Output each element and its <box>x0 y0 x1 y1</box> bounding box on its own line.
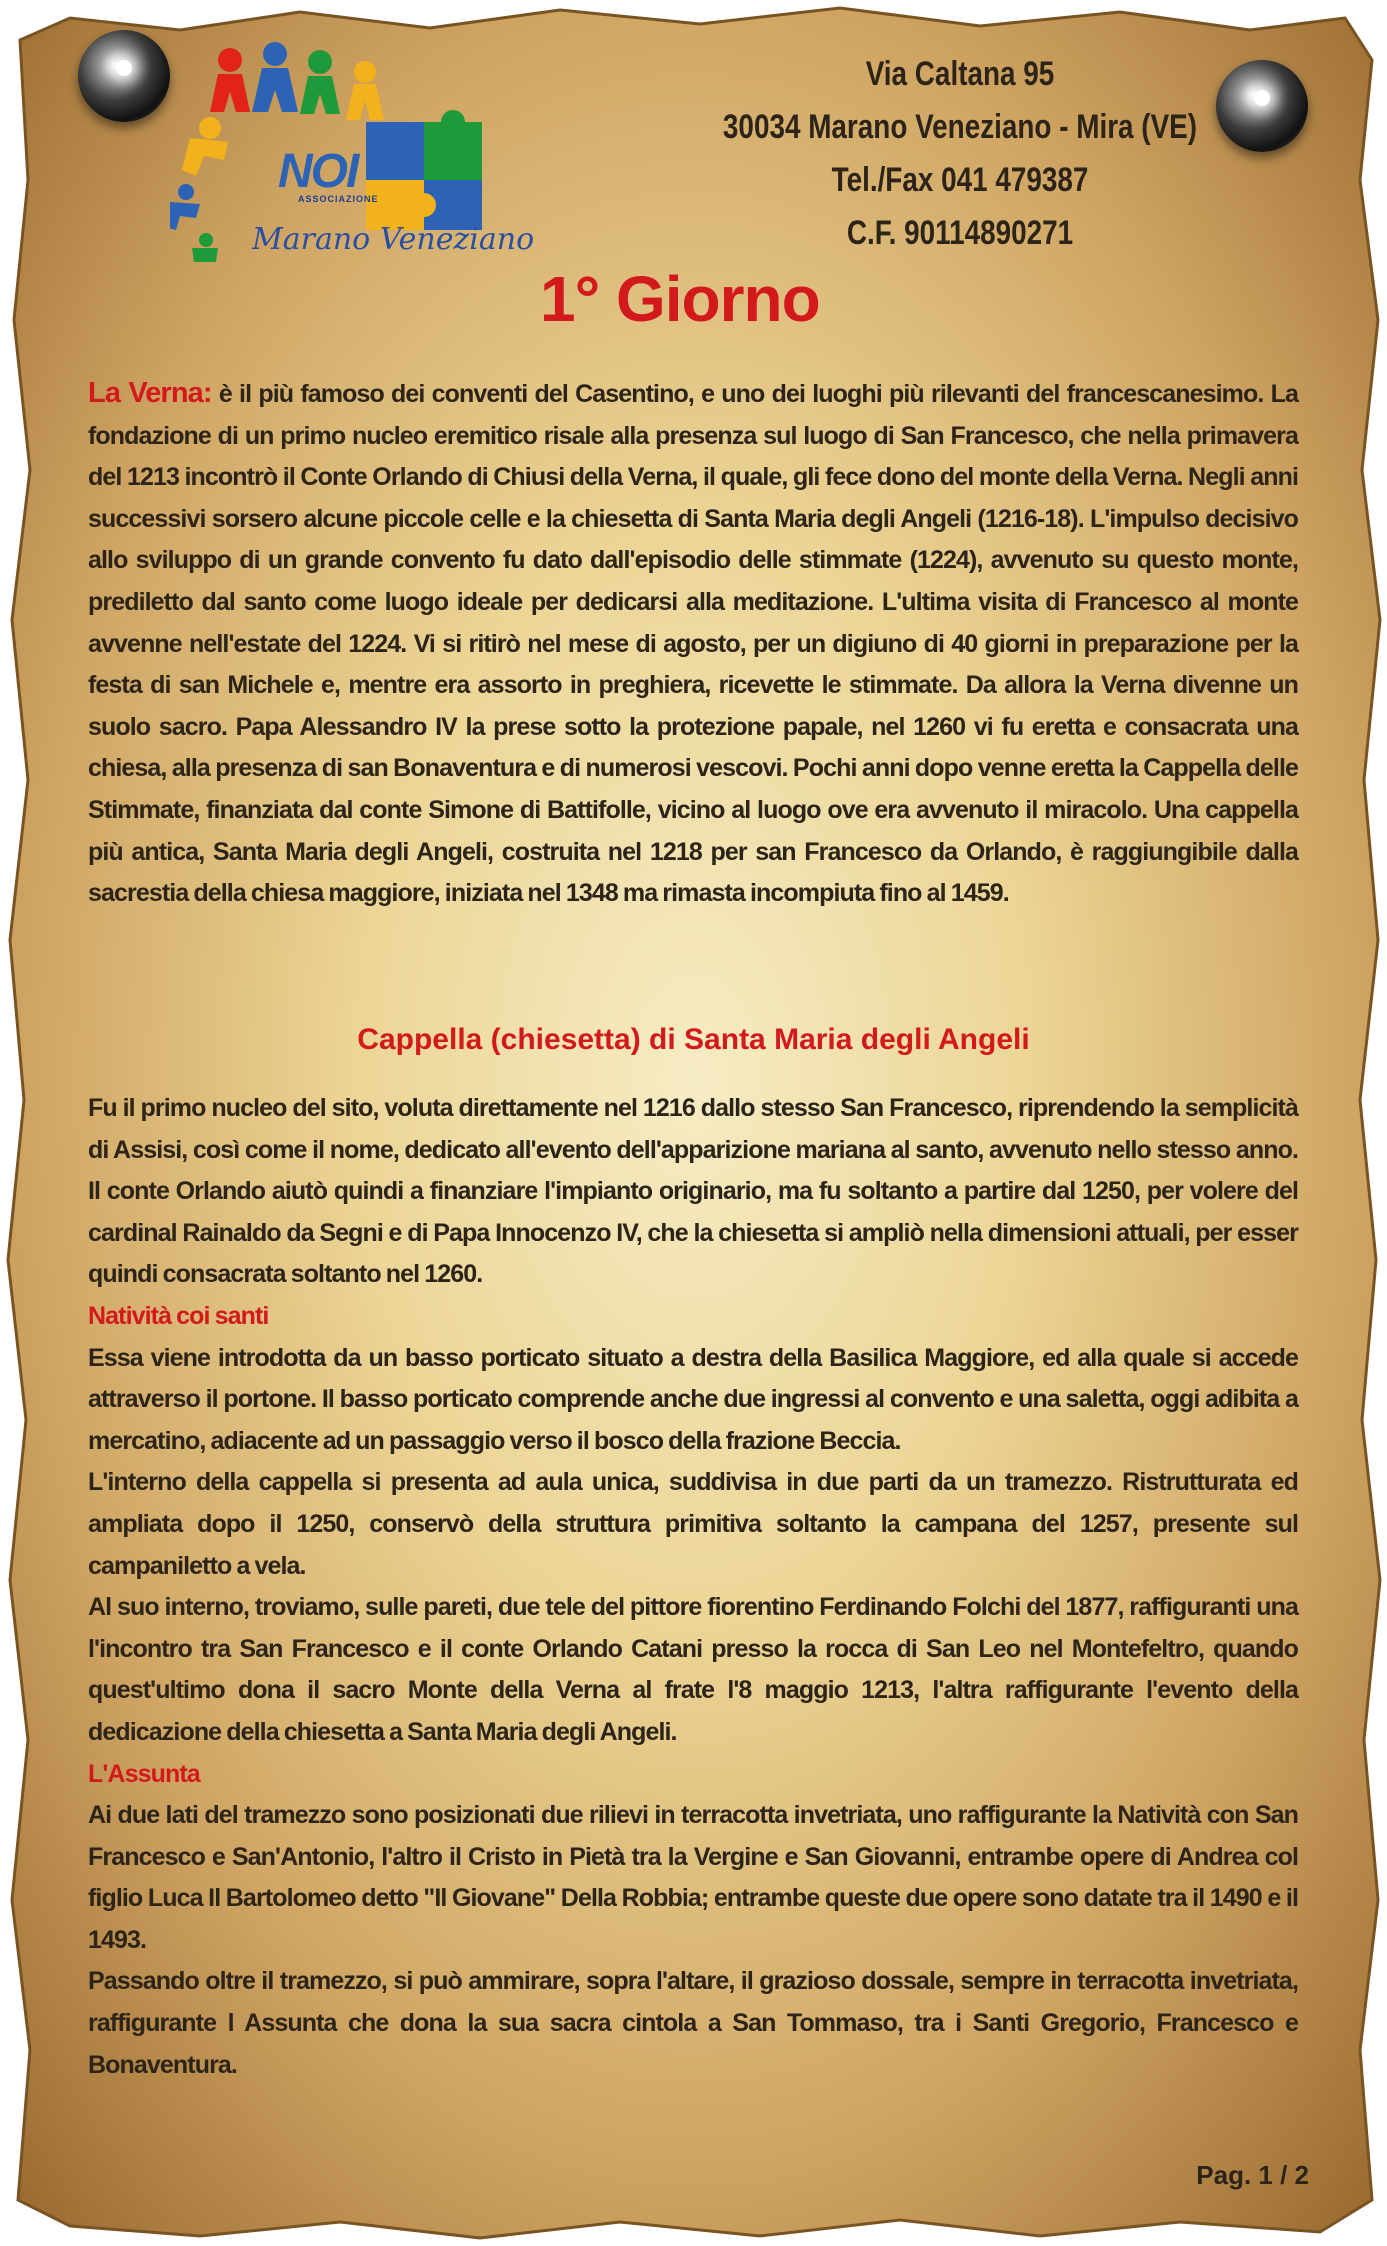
address-tax-code: C.F. 90114890271 <box>846 214 1074 252</box>
address-city: 30034 Marano Veneziano - Mira (VE) <box>722 108 1198 146</box>
address-street: Via Caltana 95 <box>865 55 1055 93</box>
subsection2-paragraph-2: Passando oltre il tramezzo, si può ammirare, sopra l'altare, il grazioso dossale, sempre in terracotta invetriata, raffigurante l Assunta che dona la sua sacra cintola a San Tommaso, tra i Santi Gregorio, Francesco e Bonaventura. <box>88 1967 1298 2079</box>
subsection1-paragraph-1: Essa viene introdotta da un basso porticato situato a destra della Basilica Maggiore, ed alla quale si accede attraverso il portone. Il basso porticato comprende anche due ingressi al convento e una saletta, oggi adibita a mercatino, adiacente ad un passaggio verso il bosco della frazione Beccia. <box>88 1343 1298 1455</box>
logo-caption: Marano Veneziano <box>252 222 535 257</box>
pushpin-top-left <box>78 30 170 122</box>
page-title: 1° Giorno <box>540 263 820 335</box>
subsection1-paragraph-3: Al suo interno, troviamo, sulle pareti, due tele del pittore fiorentino Ferdinando Folchi del 1877, raffiguranti una l'incontro tra San Francesco e il conte Orlando Catani presso la rocca di San Leo nel Montefeltro, quando quest'ultimo dona il sacro Monte della Verna al frate l'8 maggio 1213, l'altra raffigurante l'evento della dedicazione della chiesetta a Santa Maria degli Angeli. <box>88 1593 1298 1746</box>
subsection-heading-assunta: L'Assunta <box>88 1759 200 1788</box>
logo-subtitle: ASSOCIAZIONE <box>298 194 379 204</box>
puzzle-pieces-icon <box>366 110 482 230</box>
section-body <box>88 1088 1298 2086</box>
logo-noi-text: NOI <box>278 145 358 198</box>
intro-text: è il più famoso dei conventi del Casentino, e uno dei luoghi più rilevanti del francescanesimo. La fondazione di un primo nucleo eremitico risale alla presenza sul luogo di San Francesco, che nella primavera del 1213 incontrò il Conte Orlando di Chiusi della Verna, il quale, gli fece dono del monte della Verna. Negli anni successivi sorsero alcune piccole celle e la chiesetta di Santa Maria degli Angeli (1216-18). L'impulso decisivo allo sviluppo di un grande convento fu dato dall'episodio delle stimmate (1224), avvenuto su questo monte, prediletto dal santo come luogo ideale per dedicarsi alla meditazione. L'ultima visita di Francesco al monte avvenne nell'estate del 1224. Vi si ritirò nel mese di agosto, per un digiuno di 40 giorni in preparazione per la festa di san Michele e, mentre era assorto in preghiera, ricevette le stimmate. Da allora la Verna divenne un suolo sacro. Papa Alessandro IV la prese sotto la protezione papale, nel 1260 vi fu eretta e consacrata una chiesa, alla presenza di san Bonaventura e di numerosi vescovi. Pochi anni dopo venne eretta la Cappella delle Stimmate, finanziata dal conte Simone di Battifolle, vicino al luogo ove era avvenuto il miracolo. Una cappella più antica, Santa Maria degli Angeli, costruita nel 1218 per san Francesco da Orlando, è raggiungibile dalla sacrestia della chiesa maggiore, iniziata nel 1348 ma rimasta incompiuta fino al 1459. <box>88 380 1298 908</box>
page-number: Pag. 1 / 2 <box>1196 2160 1309 2190</box>
subsection-heading-nativita: Natività coi santi <box>88 1301 269 1330</box>
pushpin-top-right <box>1216 60 1308 152</box>
section-paragraph: Fu il primo nucleo del sito, voluta direttamente nel 1216 dallo stesso San Francesco, riprendendo la semplicità di Assisi, così come il nome, dedicato all'evento dell'apparizione mariana al santo, avvenuto nello stesso anno. Il conte Orlando aiutò quindi a finanziare l'impianto originario, ma fu soltanto a partire dal 1250, per volere del cardinal Rainaldo da Segni e di Papa Innocenzo IV, che la chiesetta si ampliò nella dimensioni attuali, per esser quindi consacrata soltanto nel 1260. <box>88 1094 1298 1289</box>
contact-address-block <box>698 48 1223 260</box>
address-phone: Tel./Fax 041 479387 <box>831 161 1089 199</box>
subsection2-paragraph-1: Ai due lati del tramezzo sono posizionati due rilievi in terracotta invetriata, uno raffigurante la Natività con San Francesco e San'Antonio, l'altro il Cristo in Pietà tra la Vergine e San Giovanni, entrambe opere di Andrea col figlio Luca Il Bartolomeo detto "Il Giovane" Della Robbia; entrambe queste due opere sono datate tra il 1490 e il 1493. <box>88 1801 1298 1954</box>
intro-lead-term: La Verna: <box>88 377 212 409</box>
intro-paragraph <box>88 373 1298 915</box>
section-title: Cappella (chiesetta) di Santa Maria degli Angeli <box>357 1023 1030 1056</box>
subsection1-paragraph-2: L'interno della cappella si presenta ad aula unica, suddivisa in due parti da un tramezzo. Ristrutturata ed ampliata dopo il 1250, conservò della struttura primitiva soltanto la campana del 1257, presente sul campaniletto a vela. <box>88 1468 1298 1580</box>
